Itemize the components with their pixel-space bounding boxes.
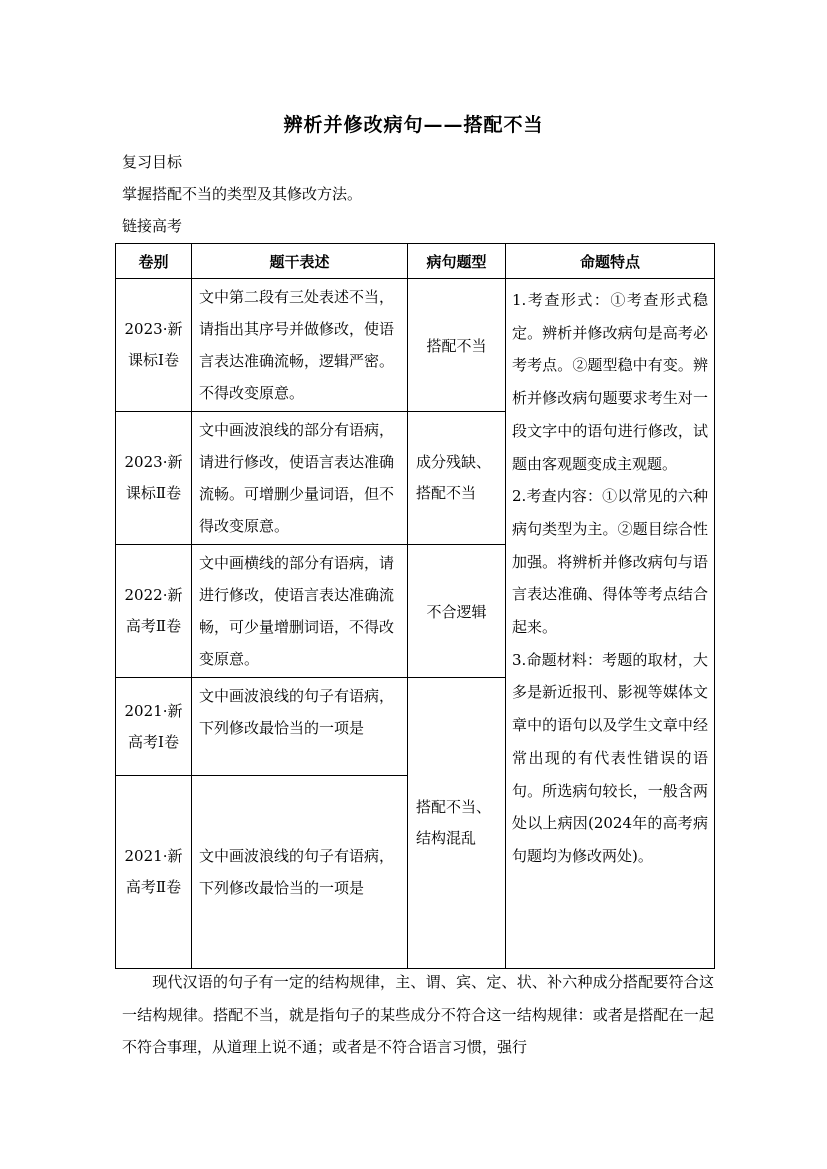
type-cell: 成分残缺、搭配不当 [408, 412, 506, 545]
header-volume: 卷别 [116, 244, 192, 279]
description-cell: 文中画波浪线的部分有语病，请进行修改，使语言表达准确流畅。可增删少量词语，但不得改变原意。 [192, 412, 408, 545]
volume-cell: 2022·新高考Ⅱ卷 [116, 545, 192, 678]
volume-cell: 2021·新高考Ⅰ卷 [116, 678, 192, 776]
table-row [116, 279, 715, 412]
header-type: 病句题型 [408, 244, 506, 279]
exam-table [115, 243, 715, 969]
feature-content: 2.考查内容：①以常见的六种病句类型为主。②题目综合性加强。将辨析并修改病句与语言表达准确、得体等考点结合起来。 [512, 487, 708, 637]
volume-cell: 2023·新课标Ⅰ卷 [116, 279, 192, 412]
description-cell: 文中第二段有三处表述不当，请指出其序号并做修改，使语言表达准确流畅，逻辑严密。不得改变原意。 [192, 279, 408, 412]
volume-cell: 2023·新课标Ⅱ卷 [116, 412, 192, 545]
review-heading: 复习目标 [122, 153, 183, 171]
header-features: 命题特点 [506, 244, 715, 279]
features-cell [506, 279, 715, 969]
body-paragraph [122, 966, 714, 1064]
page-title: 辨析并修改病句——搭配不当 [283, 114, 544, 136]
table-header-row [116, 244, 715, 279]
body-paragraph-text: 现代汉语的句子有一定的结构规律，主、谓、宾、定、状、补六种成分搭配要符合这一结构规律。搭配不当，就是指句子的某些成分不符合这一结构规律：或者是搭配在一起不符合事理，从道理上说不通；或者是不符合语言习惯，强行 [122, 973, 714, 1056]
feature-material: 3.命题材料：考题的取材，大多是新近报刊、影视等媒体文章中的语句以及学生文章中经常出现的有代表性错误的语句。所选病句较长，一般含两处以上病因(2024年的高考病句题均为修改两处)。 [512, 650, 708, 865]
type-cell: 搭配不当、结构混乱 [408, 678, 506, 969]
description-cell: 文中画波浪线的句子有语病，下列修改最恰当的一项是 [192, 776, 408, 969]
feature-form: 1.考查形式：①考查形式稳定。辨析并修改病句是高考必考考点。②题型稳中有变。辨析并修改病句题要求考生对一段文字中的语句进行修改，试题由客观题变成主观题。 [512, 291, 708, 473]
description-cell: 文中画横线的部分有语病，请进行修改，使语言表达准确流畅，可少量增删词语，不得改变原意。 [192, 545, 408, 678]
type-cell: 不合逻辑 [408, 545, 506, 678]
header-description: 题干表述 [192, 244, 408, 279]
review-goal: 掌握搭配不当的类型及其修改方法。 [122, 185, 363, 203]
type-cell: 搭配不当 [408, 279, 506, 412]
link-heading: 链接高考 [122, 217, 183, 235]
volume-cell: 2021·新高考Ⅱ卷 [116, 776, 192, 969]
description-cell: 文中画波浪线的句子有语病，下列修改最恰当的一项是 [192, 678, 408, 776]
